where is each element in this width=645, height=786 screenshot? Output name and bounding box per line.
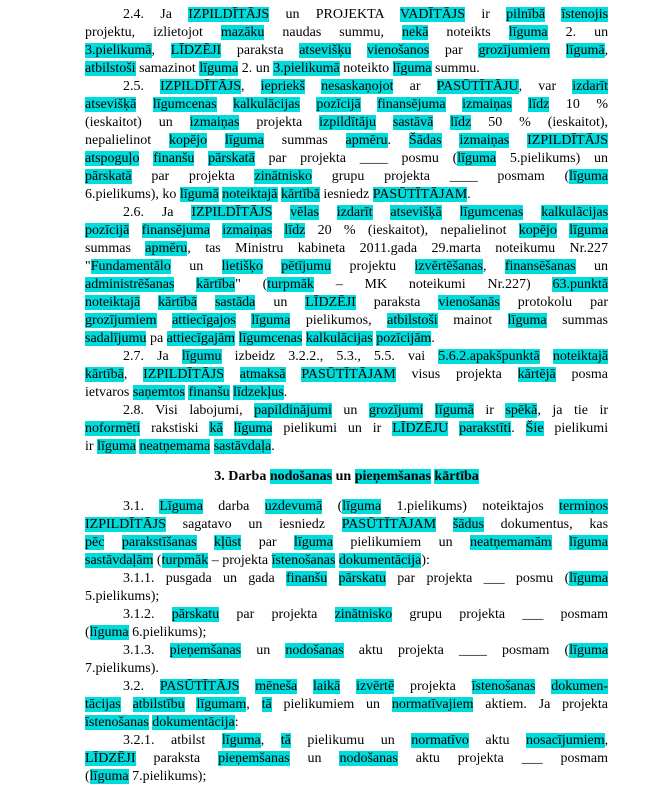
highlighted-word: normatīvajiem (391, 697, 474, 712)
highlighted-word: administrēšanas (85, 277, 175, 292)
highlighted-word: līguma (569, 535, 608, 550)
text-line: ietvaros saņemtos finanšu līdzekļus. (85, 385, 288, 400)
text-line: atspoguļo finanšu pārskatā par projekta ____ posmu (līguma 5.pielikums) un (85, 151, 608, 166)
highlighted-word: IZPILDĪTĀJS (527, 133, 608, 148)
highlighted-word: kārtība (196, 277, 236, 292)
highlighted-word: īstenošanas (471, 679, 536, 694)
text-line: 6.pielikums), ko līgumā noteiktajā kārtībā iesniedz PASŪTĪTĀJAM. (85, 187, 471, 202)
highlighted-word: neatņemama (139, 439, 211, 454)
highlighted-word: LĪDZĒJI (85, 751, 136, 766)
highlighted-word: izvērtē (356, 679, 395, 694)
highlighted-word: sadalījumu (85, 331, 147, 346)
text-line: 2.4. Ja IZPILDĪTĀJS un PROJEKTA VADĪTĀJS ir pilnībā īstenojis (123, 7, 608, 22)
highlighted-word: nesaskaņojot (321, 79, 394, 94)
highlighted-word: noteiktajā (85, 295, 141, 310)
highlighted-word: apmēru (345, 133, 388, 148)
highlighted-word: PASŪTĪTĀJAM (341, 517, 437, 532)
highlighted-word: atbilstību (132, 697, 185, 712)
highlighted-word: līgumcenas (459, 205, 524, 220)
highlighted-word: līdz (528, 97, 550, 112)
highlighted-word: izmaiņas (222, 223, 273, 238)
paragraph-3-1 (85, 498, 608, 570)
highlighted-word: laikā (313, 679, 341, 694)
highlighted-word: 63.punktā (552, 277, 608, 292)
paragraph-3-2-1 (85, 732, 608, 786)
highlighted-word: nosacījumiem (526, 733, 605, 748)
highlighted-word: līdz (284, 223, 306, 238)
highlighted-word: LĪDZĒJU (392, 421, 449, 436)
highlighted-word: līgumcenas (152, 97, 217, 112)
highlighted-word: līguma (508, 25, 548, 40)
highlighted-word: līgumcenas (238, 331, 303, 346)
highlighted-word: nodošanas (269, 469, 333, 484)
highlighted-word: pārskatā (208, 151, 255, 166)
highlighted-word: papildinājumi (254, 403, 332, 418)
text-line: ir līguma neatņemama sastāvdaļa. (85, 439, 275, 454)
highlighted-word: izvērtēšanas (414, 259, 483, 274)
highlighted-word: finansējuma (377, 97, 446, 112)
highlighted-word: kopējo (518, 223, 557, 238)
text-line: grozījumiem attiecīgajos līguma pielikumos, atbilstoši mainot līguma summas (85, 313, 608, 328)
text-line: tācijas atbilstību līgumam, tā pielikumiem un normatīvajiem aktiem. Ja projekta (85, 697, 608, 712)
paragraph-3-2 (85, 678, 608, 732)
highlighted-word: parakstīšanas (121, 535, 197, 550)
text-line: īstenošanas dokumentācija: (85, 715, 239, 730)
highlighted-word: zinātnisko (334, 607, 393, 622)
highlighted-word: īstenošanas (85, 715, 149, 730)
highlighted-word: līgumam (196, 697, 247, 712)
highlighted-word: vēlas (290, 205, 319, 220)
highlighted-word: līguma (89, 625, 129, 640)
highlighted-word: parakstīti (459, 421, 512, 436)
text-line: projektu, izlietojot mazāku naudas summu, nekā noteikts līguma 2. un (85, 25, 608, 40)
highlighted-word: IZPILDĪTĀJS (188, 7, 270, 22)
highlighted-word: Šie (525, 421, 544, 436)
highlighted-word: 3.pielikumā (85, 43, 152, 58)
highlighted-word: normatīvo (411, 733, 469, 748)
highlighted-word: izdarīt (336, 205, 373, 220)
highlighted-word: IZPILDĪTĀJS (143, 367, 224, 382)
highlighted-word: kārtībā (85, 367, 124, 382)
highlighted-word: finanšu (286, 571, 328, 586)
text-line: 3.1.1. pusgada un gada finanšu pārskatu par projekta ___ posmu (līguma (123, 571, 608, 586)
highlighted-word: LĪDZĒJI (170, 43, 222, 58)
highlighted-word: izmaiņas (459, 133, 510, 148)
highlighted-word: sastāvdaļām (85, 553, 154, 568)
highlighted-word: pārskatu (171, 607, 220, 622)
highlighted-word: tācijas (85, 697, 121, 712)
text-line: 3.1.2. pārskatu par projekta zinātnisko grupu projekta ___ posmam (123, 607, 608, 622)
highlighted-word: nodošanas (285, 643, 344, 658)
paragraph-2-8 (85, 402, 608, 456)
highlighted-word: zinātnisko (254, 169, 313, 184)
highlighted-word: grozījumiem (85, 313, 157, 328)
highlighted-word: īstenošanas (271, 553, 336, 568)
highlighted-word: PASŪTĪTĀJAM (301, 367, 396, 382)
highlighted-word: iepriekš (260, 79, 305, 94)
highlighted-word: kļūst (214, 535, 242, 550)
highlighted-word: pozīcijām (376, 331, 432, 346)
highlighted-word: tā (280, 733, 291, 748)
section-heading: 3. Darba nodošanas un pieņemšanas kārtība (214, 469, 479, 484)
text-line: 3.1. Līguma darba uzdevumā (līguma 1.pielikums) noteiktajos termiņos (123, 499, 608, 514)
highlighted-word: mazāku (220, 25, 265, 40)
highlighted-word: līguma (97, 439, 136, 454)
highlighted-word: šādus (452, 517, 484, 532)
highlighted-word: noteiktajā (552, 349, 608, 364)
highlighted-word: izdarīt (572, 79, 608, 94)
highlighted-word: kalkulācijas (541, 205, 608, 220)
highlighted-word: līguma (89, 769, 129, 784)
paragraph-3-1-3 (85, 642, 608, 678)
highlighted-word: Līguma (159, 499, 203, 514)
highlighted-word: dokumentācija (152, 715, 235, 730)
highlighted-word: pēc (85, 535, 105, 550)
text-line: 5.pielikums); (85, 589, 160, 604)
highlighted-word: izmaiņas (189, 115, 240, 130)
highlighted-word: sastāvā (392, 115, 434, 130)
highlighted-word: līguma (569, 643, 608, 658)
highlighted-word: 3.pielikumā (273, 61, 340, 76)
highlighted-word: līguma (392, 61, 432, 76)
highlighted-word: tā (261, 697, 272, 712)
highlighted-word: pieņemšanas (218, 751, 290, 766)
highlighted-word: grozījumi (368, 403, 424, 418)
highlighted-word: dokumentācija (338, 553, 422, 568)
text-line: (līguma 6.pielikums); (85, 625, 207, 640)
highlighted-word: līgumā (565, 43, 605, 58)
highlighted-word: pieņemšanas (169, 643, 242, 658)
highlighted-word: līgumu (181, 349, 222, 364)
highlighted-word: nekā (402, 25, 429, 40)
highlighted-word: kopējo (168, 133, 208, 148)
highlighted-word: līguma (294, 535, 333, 550)
highlighted-word: atsevišķā (390, 205, 442, 220)
highlighted-word: nodošanas (339, 751, 398, 766)
highlighted-word: pārskatā (85, 169, 132, 184)
highlighted-word: attiecīgajos (172, 313, 236, 328)
highlighted-word: sastāvdaļa (213, 439, 272, 454)
text-line: 3.2.1. atbilst līguma, tā pielikumu un normatīvo aktu nosacījumiem, (123, 733, 608, 748)
text-line: LĪDZĒJI paraksta pieņemšanas un nodošanas aktu projekta ___ posmam (85, 751, 608, 766)
text-line: 3.1.3. pieņemšanas un nodošanas aktu projekta ____ posmam (līguma (123, 643, 608, 658)
text-line: 3.2. PASŪTĪTĀJS mēneša laikā izvērtē projekta īstenošanas dokumen- (123, 679, 608, 694)
highlighted-word: atspoguļo (85, 151, 140, 166)
highlighted-word: kalkulācijas (233, 97, 300, 112)
text-line: pēc parakstīšanas kļūst par līguma pielikumiem un neatņemamām līguma (85, 535, 608, 550)
highlighted-word: kārtība (434, 469, 479, 484)
highlighted-word: kā (209, 421, 223, 436)
text-line: atsevišķā līgumcenas kalkulācijas pozīcijā finansējuma izmaiņas līdz 10 % (85, 97, 608, 112)
text-line: administrēšanas kārtība" (turpmāk – MK noteikumi Nr.227) 63.punktā (85, 277, 608, 292)
highlighted-word: PASŪTĪTĀJU (436, 79, 519, 94)
highlighted-word: attiecīgajām (166, 331, 236, 346)
paragraph-2-5 (85, 78, 608, 204)
highlighted-word: atsevišķu (299, 43, 352, 58)
highlighted-word: līguma (233, 421, 273, 436)
highlighted-word: noteiktajā (222, 187, 278, 202)
highlighted-word: vienošanās (438, 295, 500, 310)
highlighted-word: līguma (199, 61, 239, 76)
highlighted-word: finanšu (188, 385, 230, 400)
highlighted-word: grozījumiem (478, 43, 550, 58)
highlighted-word: līguma (342, 499, 382, 514)
highlighted-word: mēneša (255, 679, 298, 694)
highlighted-word: PASŪTĪTĀJAM (372, 187, 468, 202)
highlighted-word: līguma (507, 313, 547, 328)
highlighted-word: Šādas (408, 133, 442, 148)
highlighted-word: līguma (569, 223, 608, 238)
highlighted-word: pieņemšanas (354, 469, 431, 484)
text-line: sadalījumu pa attiecīgajām līgumcenas kalkulācijas pozīcijām. (85, 331, 435, 346)
text-line: IZPILDĪTĀJS sagatavo un iesniedz PASŪTĪTĀJAM šādus dokumentus, kas (85, 517, 608, 532)
text-line: atbilstoši samazinot līguma 2. un 3.pielikumā noteikto līguma summu. (85, 61, 480, 76)
highlighted-word: dokumen- (551, 679, 608, 694)
highlighted-word: IZPILDĪTĀJS (191, 205, 273, 220)
highlighted-word: līguma (569, 169, 608, 184)
highlighted-word: IZPILDĪTĀJS (85, 517, 166, 532)
highlighted-word: līgumā (179, 187, 219, 202)
text-line: 7.pielikums). (85, 661, 159, 676)
paragraph-2-4 (85, 6, 608, 78)
highlighted-word: sastāda (214, 295, 256, 310)
highlighted-word: LĪDZĒJI (305, 295, 356, 310)
text-line: noteiktajā kārtībā sastāda un LĪDZĒJI paraksta vienošanās protokolu par (85, 295, 608, 310)
highlighted-word: izpildītāju (319, 115, 376, 130)
highlighted-word: līdz (450, 115, 472, 130)
highlighted-word: 5.6.2.apakšpunktā (438, 349, 540, 364)
highlighted-word: termiņos (559, 499, 608, 514)
highlighted-word: līguma (569, 571, 608, 586)
highlighted-word: turpmāk (267, 277, 314, 292)
highlighted-word: atsevišķā (85, 97, 137, 112)
paragraph-2-7 (85, 348, 608, 402)
highlighted-word: lietišķo (221, 259, 263, 274)
highlighted-word: atmaksā (239, 367, 286, 382)
highlighted-word: apmēru (145, 241, 188, 256)
text-line: nepalielinot kopējo līguma summas apmēru. Šādas izmaiņas IZPILDĪTĀJS (85, 133, 608, 148)
highlighted-word: uzdevumā (264, 499, 323, 514)
highlighted-word: neatņemamām (470, 535, 552, 550)
highlighted-word: saņemtos (132, 385, 185, 400)
highlighted-word: līguma (221, 733, 261, 748)
highlighted-word: pārskatu (338, 571, 386, 586)
paragraph-2-6 (85, 204, 608, 348)
highlighted-word: kārtējā (517, 367, 556, 382)
highlighted-word: izmaiņas (462, 97, 512, 112)
document-body (85, 6, 608, 786)
text-line: pārskatā par projekta zinātnisko grupu projekta ____ posmam (līguma (85, 169, 608, 184)
text-line: noformēti rakstiski kā līguma pielikumi un ir LĪDZĒJU parakstīti. Šie pielikumi (85, 421, 608, 436)
paragraph-3-1-1 (85, 570, 608, 606)
highlighted-word: IZPILDĪTĀJS (160, 79, 242, 94)
highlighted-word: finansējuma (141, 223, 211, 238)
highlighted-word: spēkā (505, 403, 538, 418)
text-line: "Fundamentālo un lietišķo pētījumu projektu izvērtēšanas, finansēšanas un (85, 259, 608, 274)
text-line: kārtībā, IZPILDĪTĀJS atmaksā PASŪTĪTĀJAM visus projekta kārtējā posma (85, 367, 608, 382)
text-line: 3.pielikumā, LĪDZĒJI paraksta atsevišķu vienošanos par grozījumiem līgumā, (85, 43, 608, 58)
text-line: summas apmēru, tas Ministru kabineta 2011.gada 29.marta noteikumu Nr.227 (85, 241, 608, 256)
highlighted-word: kārtībā (281, 187, 320, 202)
text-line: (ieskaitot) un izmaiņas projekta izpildītāju sastāvā līdz 50 % (ieskaitot), (85, 115, 608, 130)
text-line: 2.7. Ja līgumu izbeidz 3.2.2., 5.3., 5.5. vai 5.6.2.apakšpunktā noteiktajā (123, 349, 608, 364)
highlighted-word: līdzekļus (233, 385, 284, 400)
text-line: 2.5. IZPILDĪTĀJS, iepriekš nesaskaņojot ar PASŪTĪTĀJU, var izdarīt (123, 79, 608, 94)
highlighted-word: noformēti (85, 421, 141, 436)
highlighted-word: līguma (224, 133, 264, 148)
highlighted-word: pilnībā (506, 7, 546, 22)
highlighted-word: pozīcijā (316, 97, 361, 112)
highlighted-word: līgumā (434, 403, 474, 418)
highlighted-word: VADĪTĀJS (399, 7, 466, 22)
highlighted-word: PASŪTĪTĀJS (159, 679, 240, 694)
highlighted-word: vienošanos (367, 43, 430, 58)
highlighted-word: atbilstoši (387, 313, 438, 328)
highlighted-word: pozīcijā (85, 223, 130, 238)
highlighted-word: līguma (457, 151, 497, 166)
text-line: pozīcijā finansējuma izmaiņas līdz 20 % (ieskaitot), nepalielinot kopējo līguma (85, 223, 608, 238)
highlighted-word: kārtībā (158, 295, 198, 310)
text-line: 2.6. Ja IZPILDĪTĀJS vēlas izdarīt atsevišķā līgumcenas kalkulācijas (123, 205, 608, 220)
highlighted-word: finanšu (153, 151, 195, 166)
paragraph-3-1-2 (85, 606, 608, 642)
highlighted-word: finansēšanas (504, 259, 576, 274)
highlighted-word: īstenojis (561, 7, 608, 22)
text-line: sastāvdaļām (turpmāk – projekta īstenošanas dokumentācija): (85, 553, 430, 568)
text-line: (līguma 7.pielikums); (85, 769, 207, 784)
highlighted-word: Fundamentālo (90, 259, 171, 274)
highlighted-word: atbilstoši (85, 61, 136, 76)
highlighted-word: pētījumu (281, 259, 332, 274)
text-line: 2.8. Visi labojumi, papildinājumi un grozījumi līgumā ir spēkā, ja tie ir (123, 403, 608, 418)
highlighted-word: turpmāk (161, 553, 209, 568)
highlighted-word: līguma (251, 313, 291, 328)
highlighted-word: kalkulācijas (305, 331, 373, 346)
